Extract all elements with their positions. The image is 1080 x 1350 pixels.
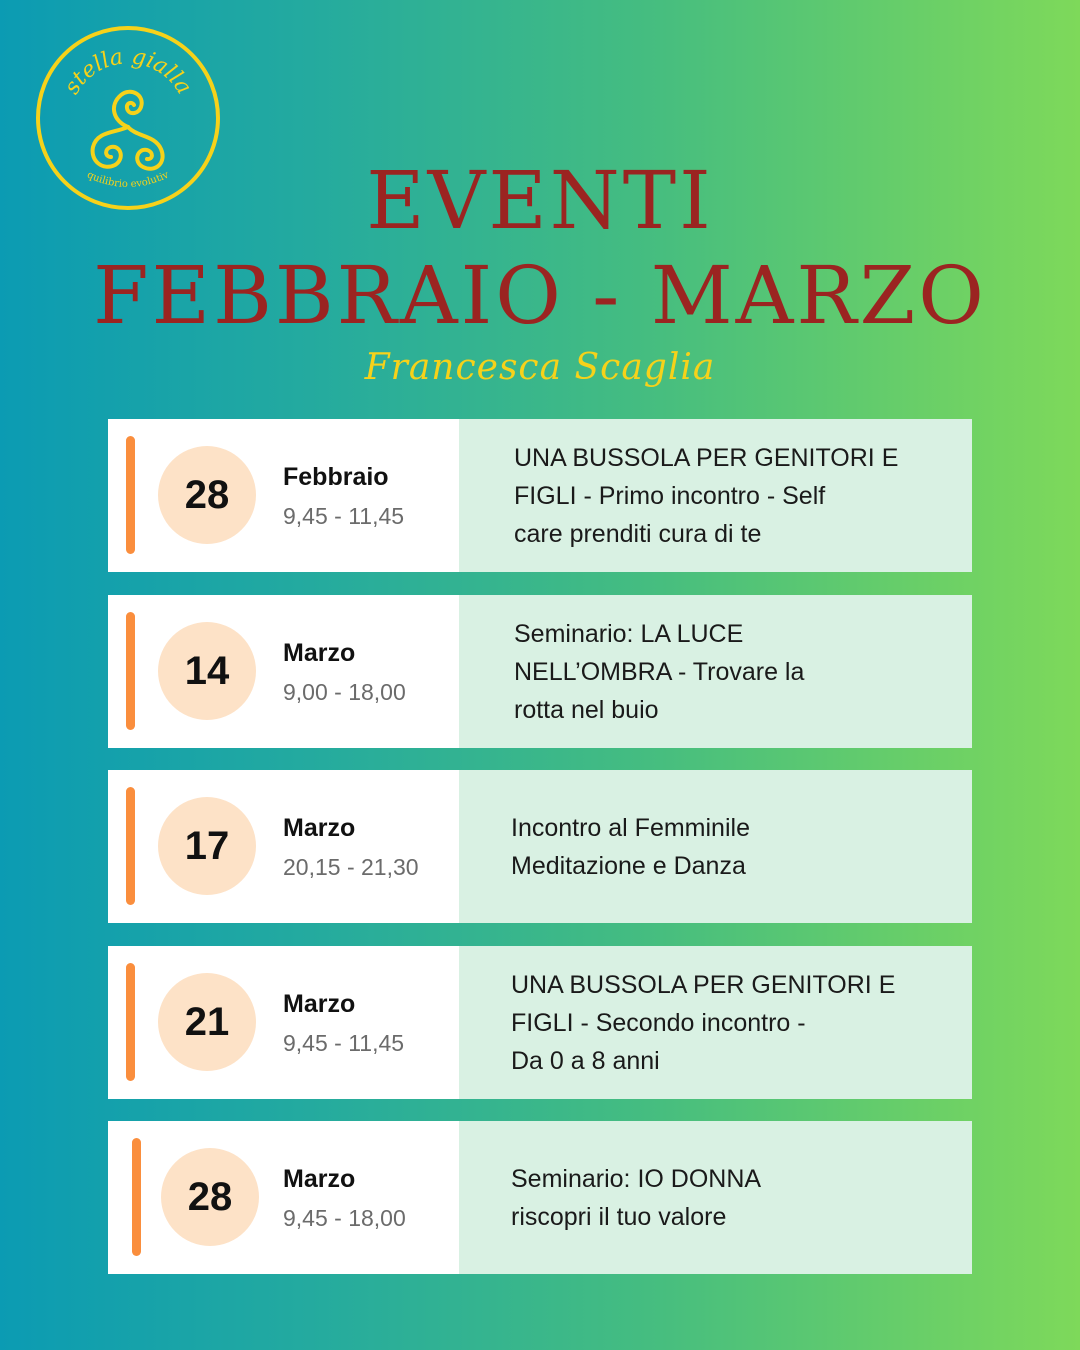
event-date-panel — [108, 770, 459, 923]
event-month: Marzo — [283, 639, 356, 667]
event-month: Marzo — [283, 1165, 356, 1193]
accent-bar — [132, 1138, 141, 1256]
event-time: 20,15 - 21,30 — [283, 854, 419, 880]
page-title-months: FEBBRAIO - MARZO — [93, 249, 987, 342]
event-description-panel — [459, 770, 972, 923]
event-date-panel — [108, 946, 459, 1099]
event-description-panel — [459, 946, 972, 1099]
event-time: 9,45 - 11,45 — [283, 1030, 405, 1056]
author-name: Francesca Scaglia — [364, 347, 716, 388]
event-card — [108, 1121, 972, 1274]
event-description: UNA BUSSOLA PER GENITORI E FIGLI - Primo incontro - Self care prenditi cura di te — [514, 443, 899, 548]
svg-text:stella gialla: stella gialla — [59, 44, 197, 99]
event-card — [108, 770, 972, 923]
event-date-panel — [108, 1121, 459, 1274]
event-day: 21 — [158, 973, 256, 1071]
event-description-panel — [459, 1121, 972, 1274]
event-description: UNA BUSSOLA PER GENITORI E FIGLI - Secondo incontro - Da 0 a 8 anni — [511, 970, 896, 1075]
event-month: Marzo — [283, 990, 356, 1018]
event-day: 28 — [161, 1148, 259, 1246]
svg-text:equilibrio evolutivo: quilibrio evolutiv — [85, 169, 171, 191]
event-description: Seminario: IO DONNA riscopri il tuo valore — [511, 1164, 762, 1231]
event-card — [108, 595, 972, 748]
accent-bar — [126, 612, 135, 730]
event-day: 28 — [158, 446, 256, 544]
page-title: EVENTI — [366, 154, 714, 247]
event-month: Marzo — [283, 814, 356, 842]
accent-bar — [126, 787, 135, 905]
event-date-panel — [108, 419, 459, 572]
event-description: Seminario: LA LUCE NELL’OMBRA - Trovare la rotta nel buio — [514, 619, 805, 724]
event-time: 9,45 - 11,45 — [283, 503, 405, 529]
accent-bar — [126, 963, 135, 1081]
event-time: 9,00 - 18,00 — [283, 679, 406, 705]
event-description-panel — [459, 595, 972, 748]
event-day: 14 — [158, 622, 256, 720]
event-day: 17 — [158, 797, 256, 895]
event-date-panel — [108, 595, 459, 748]
event-card — [108, 419, 972, 572]
accent-bar — [126, 436, 135, 554]
event-description: Incontro al Femminile Meditazione e Danza — [511, 813, 750, 880]
event-time: 9,45 - 18,00 — [283, 1205, 406, 1231]
event-description-panel — [459, 419, 972, 572]
event-month: Febbraio — [283, 463, 389, 491]
event-card — [108, 946, 972, 1099]
